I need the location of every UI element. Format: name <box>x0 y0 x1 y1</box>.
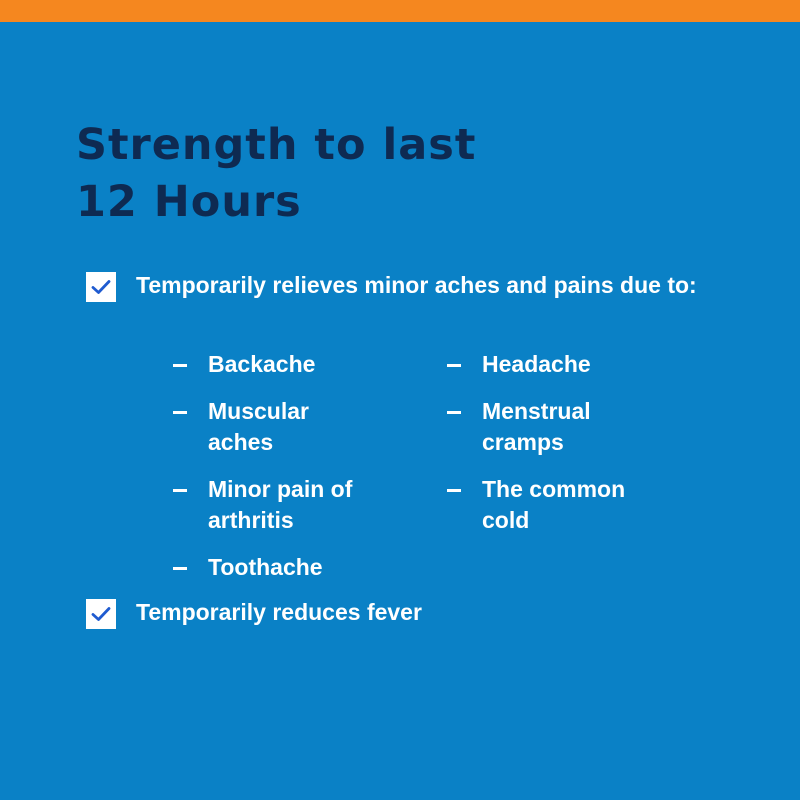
benefit-item-reduces-fever <box>86 599 716 629</box>
orange-top-stripe <box>0 0 800 22</box>
dash-icon <box>173 364 187 367</box>
condition-label: Muscular aches <box>208 398 309 455</box>
benefit-label: Temporarily relieves minor aches and pains due to: <box>136 272 697 298</box>
dash-icon <box>173 411 187 414</box>
condition-item-backache <box>173 349 393 380</box>
benefit-label: Temporarily reduces fever <box>136 599 422 625</box>
condition-item-arthritis <box>173 474 378 536</box>
benefit-item-relieves-pain <box>86 272 716 302</box>
dash-icon <box>173 567 187 570</box>
condition-item-toothache <box>173 552 393 583</box>
condition-item-common-cold <box>447 474 662 536</box>
page-title-line-2: 12 Hours <box>76 177 302 227</box>
checkmark-icon <box>86 272 116 302</box>
condition-item-menstrual-cramps <box>447 396 632 458</box>
page-title <box>76 117 476 231</box>
dash-icon <box>447 364 461 367</box>
page-title-line-1: Strength to last <box>76 120 477 170</box>
condition-label: The common cold <box>482 476 626 533</box>
checkmark-icon <box>86 599 116 629</box>
dash-icon <box>447 489 461 492</box>
condition-item-muscular-aches <box>173 396 348 458</box>
condition-item-headache <box>447 349 667 380</box>
condition-label: Menstrual cramps <box>482 398 591 455</box>
dash-icon <box>447 411 461 414</box>
condition-label: Backache <box>208 351 316 377</box>
condition-label: Headache <box>482 351 591 377</box>
condition-label: Minor pain of arthritis <box>208 476 353 533</box>
dash-icon <box>173 489 187 492</box>
condition-label: Toothache <box>208 554 323 580</box>
